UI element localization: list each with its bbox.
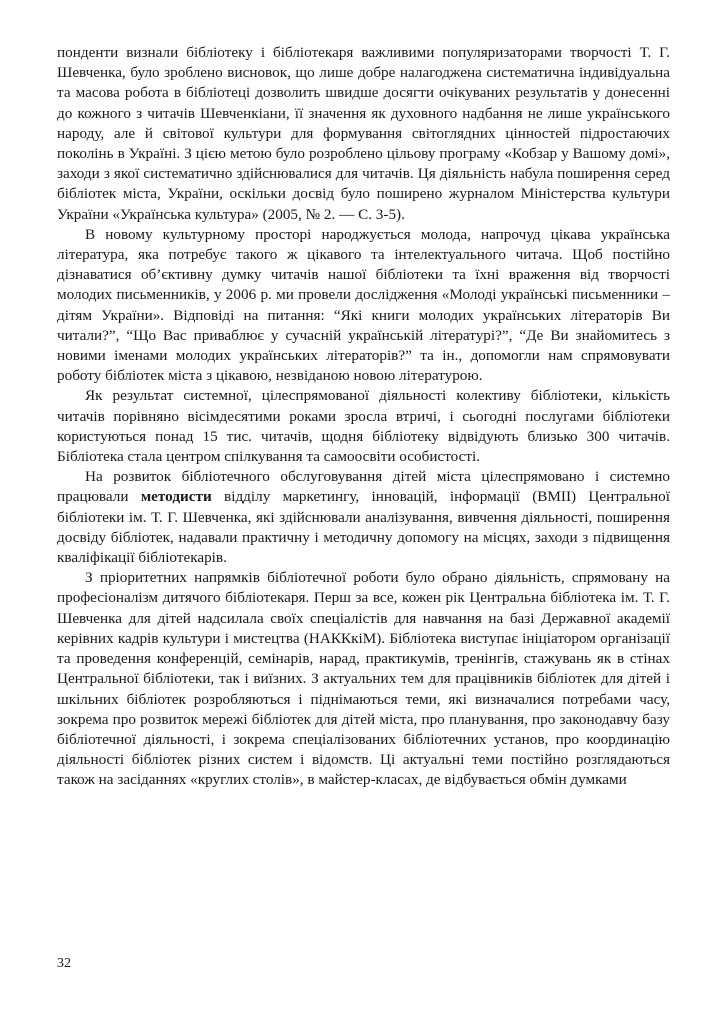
paragraph-1 [57,43,670,225]
page-body [57,43,670,791]
paragraph-2 [57,225,670,387]
paragraph-text: На розвиток бібліотечного обслуговування дітей міста цілеспрямовано і системно працювали [57,468,670,506]
paragraph-text: В новому культурному просторі народжується молода, напрочуд цікава українська література, яка потребує такого ж цікавого та інтелектуального читача. Щоб постійно дізнаватися об’єктивну думку читачів нашої бібліотеки та їхні враження від творчості молодих письменників, у 2006 р. ми провели дослідження «Молоді українські письменники – дітям України». Відповіді на питання: “Які книги молодих українських літераторів Ви читали?”, “Що Вас приваблює у сучасній українській літературі?”, “Де Ви знайомитесь з новими іменами молодих українських літераторів?” та ін., допомогли нам спрямовувати роботу бібліотек міста з цікавою, незвіданою новою літературою. [57,225,670,385]
paragraph-3 [57,386,670,467]
paragraph-text: понденти визнали бібліотеку і бібліотекаря важливими популяризаторами творчості Т. Г. Шевченка, було зроблено висновок, що лише добре налагоджена систематична індивідуальна та масова робота в бібліотеці дозволить швидше досягти очікуваних результатів у донесенні до кожного з читачів Шевченкіани, її значення як духовного надбання не лише українського народу, але й світової культури для формування світоглядних цінностей підростаючих поколінь в Україні. З цією метою було розроблено цільову програму «Кобзар у Вашому домі», заходи з якої систематично здійснювалися для читачів. Ця діяльність набула поширення серед бібліотек міста, України, оскільки досвід було поширено журналом Міністерства культури України «Українська культура» (2005, № 2. — С. 3-5). [57,44,670,223]
paragraph-4 [57,467,670,568]
bold-term-methodists: методисти [140,488,212,506]
paragraph-text: З пріоритетних напрямків бібліотечної роботи було обрано діяльність, спрямовану на професіоналізм дитячого бібліотекаря. Перш за все, кожен рік Центральна бібліотека ім. Т. Г. Шевченка для дітей надсилала своїх спеціалістів для навчання на базі Державної академії керівних кадрів культури і мистецтва (НАККкіМ). Бібліотека виступає ініціатором організації та проведення конференцій, семінарів, нарад, практикумів, тренінгів, стажувань як в стінах Центральної бібліотеки, так і виїзних. З актуальних тем для працівників бібліотек для дітей і шкільних бібліотек розробляються і піднімаються теми, які визначалися потребами часу, зокрема про розвиток мережі бібліотек для дітей міста, про планування, про законодавчу базу бібліотечної діяльності, і зокрема спеціалізованих бібліотечних установ, про координацію діяльності бібліотек різних систем і відомств. Ці актуальні теми постійно розглядаються також на засіданнях «круглих столів», в майстер-класах, де відбувається обмін думками [57,569,670,789]
paragraph-text: відділу маркетингу, інновацій, інформації (ВМІІ) Центральної бібліотеки ім. Т. Г. Шевченка, які здійснювали аналізування, вивчення діяльності, поширення досвіду бібліотек, надавали практичну і методичну допомогу на місцях, заходи з підвищення кваліфікації бібліотекарів. [57,488,670,567]
page-number: 32 [57,956,71,971]
paragraph-text: Як результат системної, цілеспрямованої діяльності колективу бібліотеки, кількість читачів порівняно вісімдесятими роками зросла втричі, і сьогодні послугами бібліотеки користуються понад 15 тис. читачів, щодня бібліотеку відвідують близько 300 читачів. Бібліотека стала центром спілкування та самоосвіти особистості. [57,387,670,466]
paragraph-5 [57,568,670,790]
